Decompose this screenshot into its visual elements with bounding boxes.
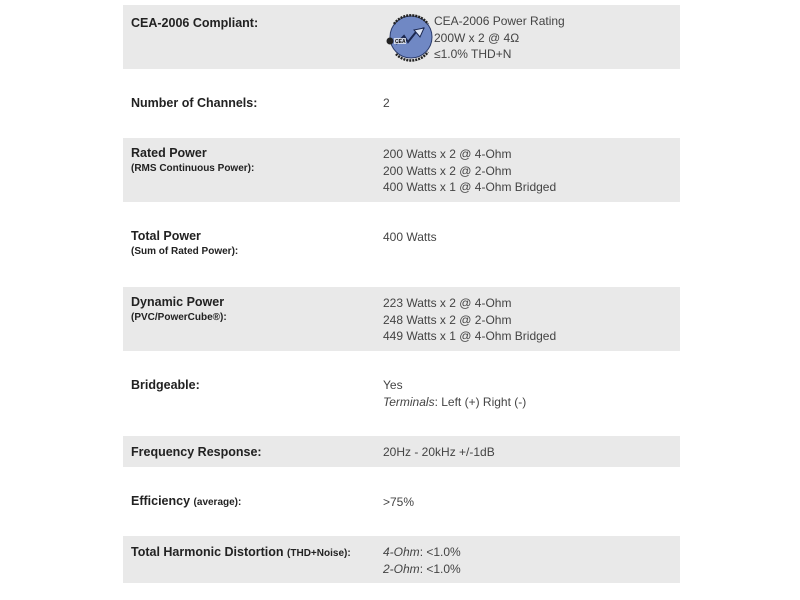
terminals-line — [383, 394, 526, 411]
cea-line: ≤1.0% THD+N — [434, 47, 512, 61]
total-power-title: Total Power — [131, 229, 201, 243]
cea-2006-logo-icon — [384, 10, 434, 64]
total-power-label — [131, 228, 238, 260]
thd-value: : <1.0% — [419, 561, 461, 576]
thd-values — [383, 544, 461, 577]
spec-row-frequency-response — [123, 436, 680, 467]
rated-power-sublabel: (RMS Continuous Power): — [131, 163, 255, 174]
value-line: 400 Watts x 1 @ 4-Ohm Bridged — [383, 180, 557, 194]
channels-label: Number of Channels: — [131, 96, 258, 110]
thd-value: : <1.0% — [419, 545, 461, 559]
spec-row-channels — [123, 69, 680, 138]
frequency-label: Frequency Response: — [131, 445, 262, 459]
rated-power-values — [383, 146, 556, 196]
cea-line: CEA-2006 Power Rating — [434, 14, 565, 28]
efficiency-value: >75% — [383, 495, 415, 509]
spec-row-dynamic-power — [123, 287, 680, 351]
efficiency-sublabel: (average): — [193, 497, 242, 508]
rated-power-label — [131, 145, 254, 177]
cea-rating-text — [434, 13, 565, 63]
dynamic-power-values — [383, 295, 556, 345]
cea-line: 200W x 2 @ 4Ω — [434, 30, 520, 45]
value-line: 200 Watts x 2 @ 2-Ohm — [383, 163, 512, 178]
spec-row-rated-power — [123, 138, 680, 202]
bridgeable-values — [383, 377, 526, 410]
value-line: 223 Watts x 2 @ 4-Ohm — [383, 296, 512, 310]
spec-row-thd — [123, 536, 680, 583]
terminals-label: Terminals — [383, 394, 435, 409]
spec-row-efficiency — [123, 467, 680, 536]
efficiency-title: Efficiency — [131, 494, 191, 508]
dynamic-power-title: Dynamic Power — [131, 295, 225, 309]
thd-title: Total Harmonic Distortion — [131, 545, 284, 559]
channels-value: 2 — [383, 96, 390, 110]
spec-row-bridgeable — [123, 351, 680, 436]
dynamic-power-sublabel: (PVC/PowerCube®): — [131, 312, 227, 323]
dynamic-power-label — [131, 294, 227, 326]
bridgeable-value: Yes — [383, 378, 403, 392]
total-power-value: 400 Watts — [383, 230, 437, 244]
terminals-value: : Left (+) Right (-) — [434, 394, 527, 409]
bridgeable-label: Bridgeable: — [131, 378, 200, 392]
thd-label — [131, 544, 351, 562]
spec-row-cea — [123, 5, 680, 69]
efficiency-label — [131, 493, 241, 511]
thd-sublabel: (THD+Noise): — [287, 548, 351, 559]
svg-text:CEA: CEA — [395, 39, 406, 45]
spec-row-total-power — [123, 202, 680, 287]
value-line: 200 Watts x 2 @ 4-Ohm — [383, 147, 512, 161]
cea-label: CEA-2006 Compliant: — [131, 16, 259, 30]
thd-line — [383, 544, 461, 561]
frequency-value: 20Hz - 20kHz +/-1dB — [383, 445, 495, 459]
thd-key: 2-Ohm — [383, 561, 420, 576]
thd-line — [383, 561, 461, 578]
total-power-sublabel: (Sum of Rated Power): — [131, 246, 239, 257]
value-line: 248 Watts x 2 @ 2-Ohm — [383, 312, 512, 327]
value-line: 449 Watts x 1 @ 4-Ohm Bridged — [383, 329, 557, 343]
thd-key: 4-Ohm — [383, 545, 420, 559]
rated-power-title: Rated Power — [131, 146, 207, 160]
